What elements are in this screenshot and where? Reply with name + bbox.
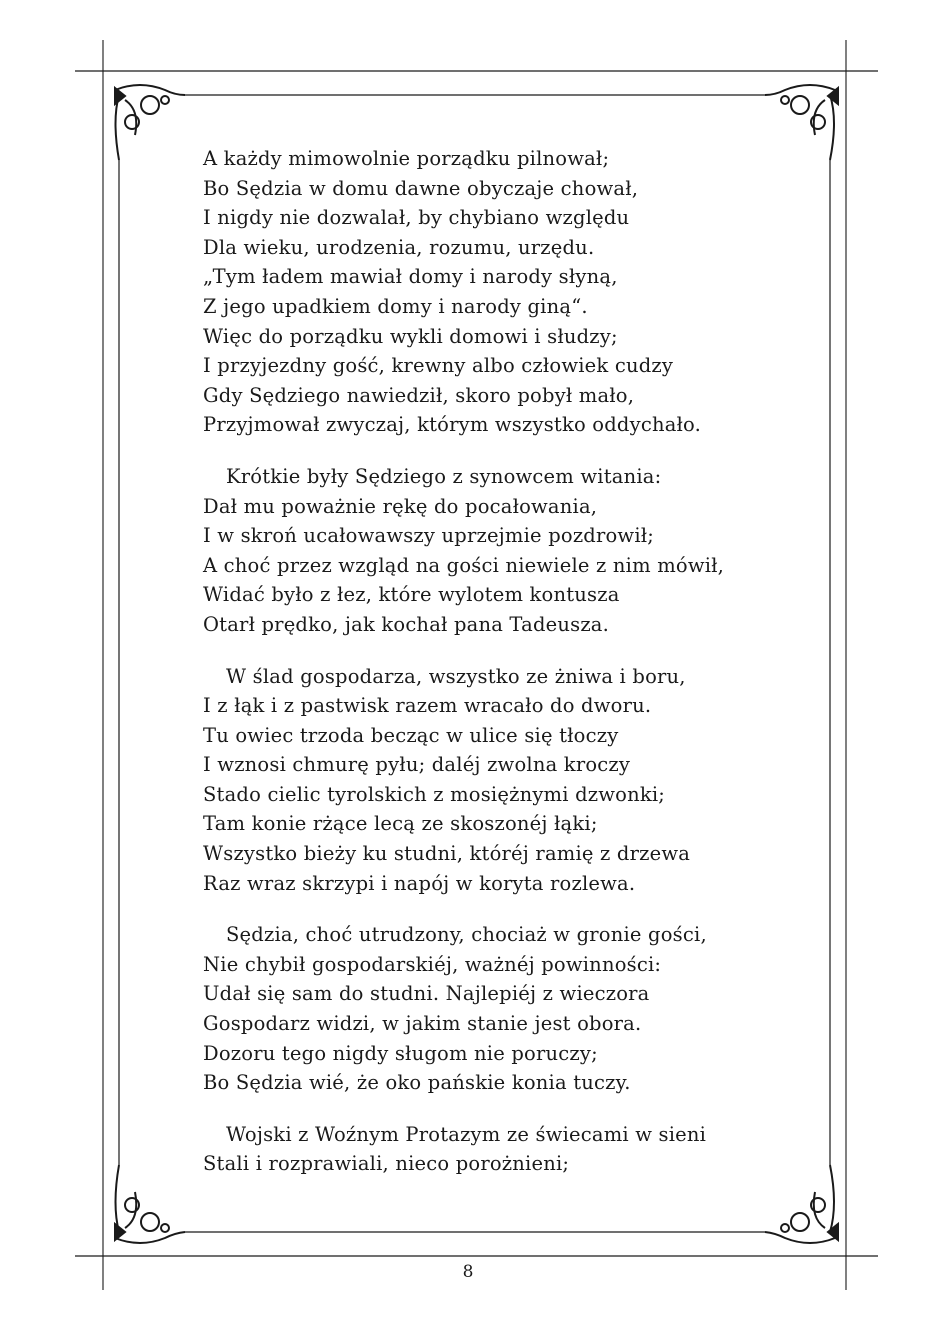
verse-line: Przyjmował zwyczaj, którym wszystko oddychało. <box>203 413 702 437</box>
verse-line: Nie chybił gospodarskiéj, ważnéj powinności: <box>203 952 662 976</box>
verse-line: Z jego upadkiem domy i narody giną“. <box>203 294 588 318</box>
verse-line: A każdy mimowolnie porządku pilnował; <box>203 147 610 170</box>
verse-line: Sędzia, choć utrudzony, chociaż w gronie gości, <box>226 923 707 947</box>
stanza-2 <box>203 462 803 640</box>
verse-line: Otarł prędko, jak kochał pana Tadeusza. <box>203 612 610 636</box>
verse-line: Bo Sędzia w domu dawne obyczaje chował, <box>203 176 639 200</box>
verse-line: A choć przez wzgląd na gości niewiele z nim mówił, <box>203 553 725 577</box>
verse-line: Dozoru tego nigdy sługom nie poruczy; <box>203 1041 598 1065</box>
verse-line: W ślad gospodarza, wszystko ze żniwa i boru, <box>226 664 686 688</box>
verse-line: Gospodarz widzi, w jakim stanie jest obora. <box>203 1012 642 1036</box>
verse-line: Dla wieku, urodzenia, rozumu, urzędu. <box>203 235 595 259</box>
stanza-5 <box>203 1120 803 1179</box>
verse-line: Widać było z łez, które wylotem kontusza <box>203 583 620 607</box>
corner-ornament-bottom-left <box>115 1165 185 1243</box>
poem-text <box>203 144 803 1201</box>
verse-line: Tam konie rżące lecą ze skoszonéj łąki; <box>203 812 598 836</box>
verse-line: Udał się sam do studni. Najlepiéj z wieczora <box>203 982 650 1006</box>
verse-line: Tu owiec trzoda becząc w ulice się tłoczy <box>203 723 619 747</box>
stanza-1 <box>203 144 803 440</box>
verse-line: Dał mu poważnie rękę do pocałowania, <box>203 494 598 518</box>
page-number: 8 <box>462 1262 474 1282</box>
verse-line: „Tym ładem mawiał domy i narody słyną, <box>203 265 618 289</box>
verse-line: Stado cielic tyrolskich z mosiężnymi dzwonki; <box>203 782 666 806</box>
verse-line: Wojski z Woźnym Protazym ze świecami w sieni <box>226 1122 707 1146</box>
verse-line: I w skroń ucałowawszy uprzejmie pozdrowił; <box>203 524 655 548</box>
stanza-4 <box>203 920 803 1098</box>
verse-line: Wszystko bieży ku studni, któréj ramię z drzewa <box>203 842 691 866</box>
stanza-3 <box>203 662 803 899</box>
verse-line: I z łąk i z pastwisk razem wracało do dworu. <box>203 694 652 718</box>
verse-line: Bo Sędzia wié, że oko pańskie konia tuczy. <box>203 1071 631 1095</box>
corner-ornament-top-left <box>115 85 185 160</box>
verse-line: I nigdy nie dozwalał, by chybiano względu <box>203 206 630 230</box>
verse-line: Krótkie były Sędziego z synowcem witania: <box>226 464 662 488</box>
verse-line: I wznosi chmurę pyłu; daléj zwolna kroczy <box>203 753 631 777</box>
verse-line: Raz wraz skrzypi i napój w koryta rozlewa. <box>203 871 636 895</box>
verse-line: I przyjezdny gość, krewny albo człowiek cudzy <box>203 354 674 378</box>
verse-line: Więc do porządku wykli domowi i słudzy; <box>203 324 618 348</box>
verse-line: Gdy Sędziego nawiedził, skoro pobył mało, <box>203 383 635 407</box>
verse-line: Stali i rozprawiali, nieco porożnieni; <box>203 1152 570 1176</box>
